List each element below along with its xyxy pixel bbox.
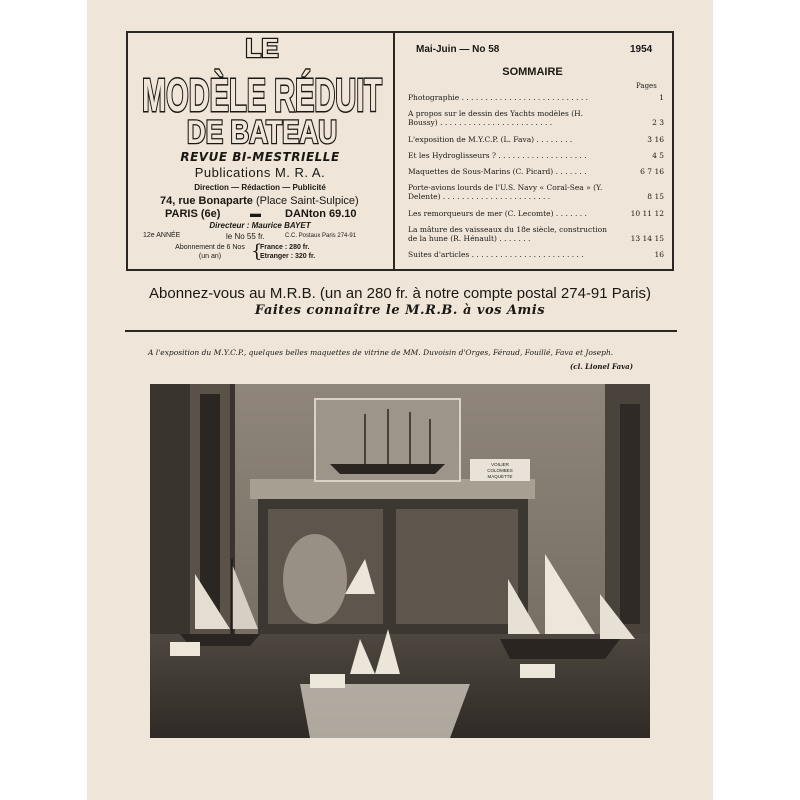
exhibition-photo [150,384,650,738]
toc-entry-title: Suites d'articles . . . . . . . . . . . . . . . . . . . . . . . . [408,250,584,259]
toc-entry-pages: 1 [659,93,664,102]
issue-price: le No 55 fr. [226,232,265,241]
publisher-roles: Direction — Rédaction — Publicité [194,183,326,192]
issue-number: Mai-Juin — No 58 [416,44,500,55]
exhibit-sign-line2: COLOMBES [487,468,513,473]
toc-entry-pages: 16 [654,250,664,259]
subscription-prices [260,243,315,261]
subscription-period: (un an) [198,253,222,260]
toc-entry-title: Photographie . . . . . . . . . . . . . . . . . . . . . . . . . . . [408,93,588,102]
toc-entry[interactable] [408,109,664,127]
svg-text:DE BATEAU: DE BATEAU [187,114,337,150]
contents-heading: SOMMAIRE [502,66,563,78]
toc-entry-title: Maquettes de Sous-Marins (C. Picard) . . . . . . . [408,167,587,176]
toc-entry[interactable] [408,183,664,201]
toc-entry-pages: 6 7 16 [640,167,664,176]
toc-entry-title: La mâture des vaisseaux du 18e siècle, construction de la hune (R. Hénault) . . . . . . . [408,225,607,243]
magazine-logo [140,33,385,153]
toc-entry-pages: 3 16 [647,135,664,144]
toc-entry-title: Porte-avions lourds de l'U.S. Navy « Coral-Sea » (Y. Delente) . . . . . . . . . . . . . . . . . . . . . . . [408,183,603,201]
toc-entry[interactable] [408,151,664,160]
toc-entry-title: Les remorqueurs de mer (C. Lecomte) . . . . . . . [408,209,587,218]
publisher-address [160,195,359,207]
exhibition-photo-drawing [150,384,650,738]
section-rule [125,330,677,332]
toc-entry[interactable] [408,225,664,243]
toc-entry-pages: 4 5 [652,151,664,160]
brace-glyph: { [251,241,263,262]
address-street: 74, rue Bonaparte [160,195,253,207]
toc-entry-pages: 10 11 12 [630,209,664,218]
toc-entry[interactable] [408,93,664,102]
toc-entry[interactable] [408,209,664,218]
director-line: Directeur : Maurice BAYET [209,221,311,230]
exhibit-sign-line3: MAQUETTE [487,474,513,479]
address-note: (Place Saint-Sulpice) [255,195,359,207]
subscription-label [170,243,250,261]
toc-entry-title: A propos sur le dessin des Yachts modèles (H. Boussy) . . . . . . . . . . . . . . . . . . . . . . . . [408,109,584,127]
postal-account: C.C. Postaux Paris 274-91 [285,233,357,239]
publisher-name: Publications M. R. A. [194,165,326,180]
photo-credit: (cl. Lionel Fava) [570,362,634,371]
table-of-contents [408,93,664,259]
photo-caption: A l'exposition du M.Y.C.P., quelques belles maquettes de vitrine de MM. Duvoisin d'Orges, Féraud, Fouillé, Fava et Joseph. [148,348,614,357]
toc-entry-title: L'exposition de M.Y.C.P. (L. Fava) . . . . . . . . [408,135,573,144]
price-france: France : 280 fr. [260,244,310,251]
toc-entry[interactable] [408,135,664,144]
volume-year: 12e ANNÉE [143,232,181,239]
subscribe-banner: Abonnez-vous au M.R.B. (un an 280 fr. à notre compte postal 274-91 Paris) [149,285,651,302]
svg-text:LE: LE [245,33,279,63]
toc-entry-title: Et les Hydroglisseurs ? . . . . . . . . . . . . . . . . . . . [408,151,587,160]
publisher-phone: DANton 69.10 [285,208,357,220]
toc-entry-pages: 8 15 [647,192,664,201]
exhibit-sign-line1: VOILIER [491,462,509,467]
share-slogan: Faites connaître le M.R.B. à vos Amis [254,303,546,318]
svg-text:MODÈLE RÉDUIT: MODÈLE RÉDUIT [142,69,382,121]
masthead-subtitle: REVUE BI-MESTRIELLE [180,150,340,164]
toc-entry[interactable] [408,167,664,176]
toc-entry-pages: 2 3 [652,118,664,127]
issue-year: 1954 [630,44,653,55]
subscription-text: Abonnement de 6 Nos [175,244,245,251]
toc-entry-pages: 13 14 15 [630,234,664,243]
publisher-city: PARIS (6e) [165,208,221,220]
pages-column-label: Pages [636,82,657,90]
toc-entry[interactable] [408,250,664,259]
price-foreign: Etranger : 320 fr. [260,253,316,260]
city-phone-separator: ▬ [250,208,261,220]
